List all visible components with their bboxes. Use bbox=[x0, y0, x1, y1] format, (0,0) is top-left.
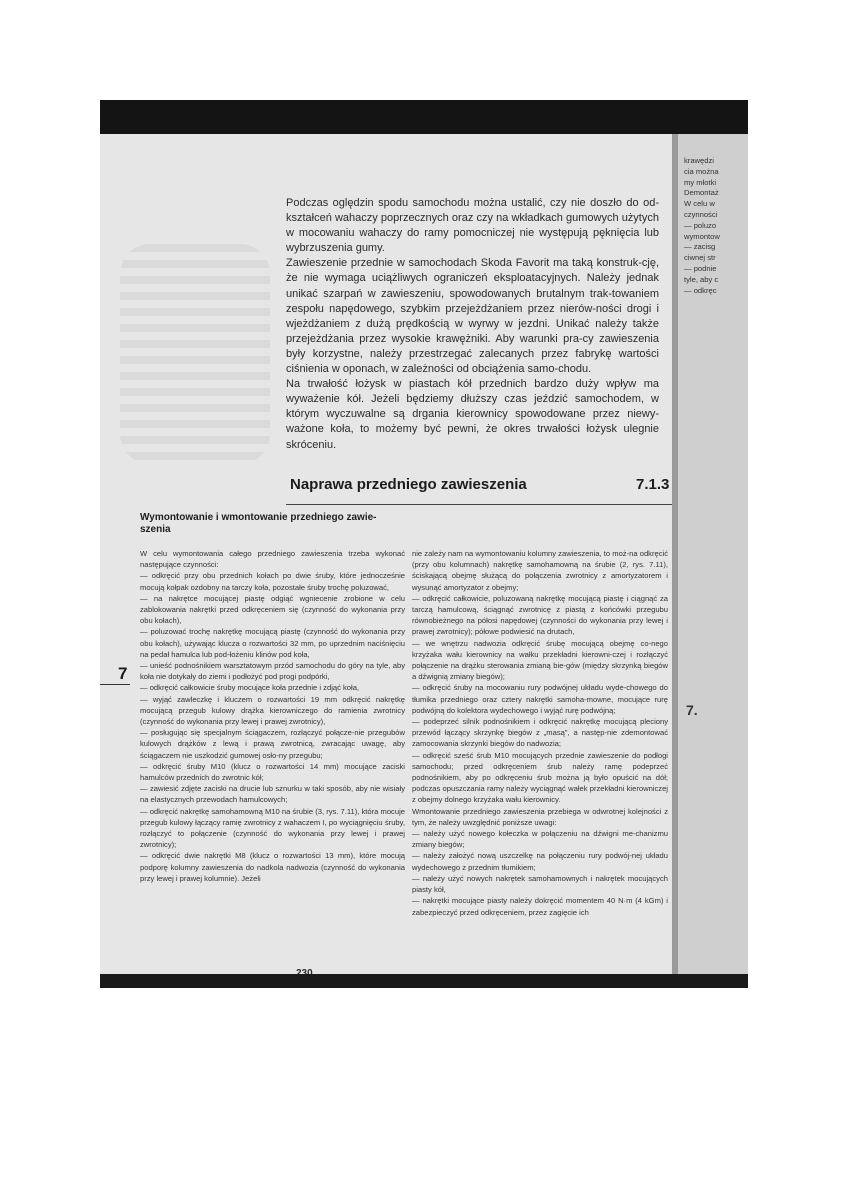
intro-paragraph: Na trwałość łożysk w piastach kół przednich bardzo duży wpływ ma wyważenie kół. Jeżeli będziemy dłuższy czas jeździć samochodem, w którym wyczuwalne są drgania kierownicy spowodowane przez niewy-ważone koła, to możemy być pewni, że okres trwałości łożysk ulegnie skróceniu. bbox=[286, 378, 659, 451]
text-line: my młotki bbox=[684, 177, 717, 187]
text-line: ciwnej str bbox=[684, 253, 716, 263]
text-line: cia można bbox=[684, 166, 719, 176]
right-page-fragment bbox=[678, 134, 748, 974]
paragraph: — należy użyć nowego kołeczka w połączeniu na dźwigni me-chanizmu zmiany biegów; bbox=[412, 829, 668, 850]
text-column-right bbox=[412, 548, 668, 918]
paragraph: — unieść podnośnikiem warsztatowym przód samochodu do góry na tyle, aby koła nie dotykały do ziemi i podłożyć pod progi podpórki, bbox=[140, 661, 405, 682]
paragraph: — odkręcić całkowicie śruby mocujące koła przednie i zdjąć koła, bbox=[140, 683, 360, 693]
paragraph: — należy założyć nową uszczelkę na połączeniu rury podwój-nej układu wydechowego z przednim tłumikiem; bbox=[412, 851, 668, 872]
paragraph: — należy użyć nowych nakrętek samohamownych i nakrętek mocujących piasty kół, bbox=[412, 873, 668, 895]
paragraph: W celu wymontowania całego przedniego zawieszenia trzeba wykonać następujące czynności: bbox=[140, 549, 405, 570]
paragraph: — zawiesić zdjęte zaciski na drucie lub sznurku w taki sposób, aby nie wisiały na elastycznych przewodach hamulcowych; bbox=[140, 784, 405, 805]
paragraph: — we wnętrzu nadwozia odkręcić śrubę mocującą obejmę co-nego krzyżaka wału kierownicy na wałku przekładni kierowni-czej i rozłączyć połączenie na drążku sterowania zmianą bie-gów (między skrzynką biegów a dźwignią zmiany biegów); bbox=[412, 638, 668, 682]
right-page-text bbox=[684, 156, 748, 296]
section-number: 7.1.3 bbox=[636, 476, 670, 493]
paragraph: — odkręcić śruby M10 (klucz o rozwartości 14 mm) mocujące zaciski hamulców przednich do zwrotnic kół; bbox=[140, 761, 405, 783]
text-line: — zacisg bbox=[684, 242, 716, 252]
paragraph: — odkręcić całkowicie, poluzowaną nakrętkę mocującą piastę i ciągnąć za tarczą hamulcową, ściągnąć zwrotnicę z piastą z końcówki przegubu równobieżnego na półosi napędowej (czynności do wykonania przy lewej i prawej zwrotnicy); półowe podwiesić na drutach, bbox=[412, 593, 668, 637]
text-line: tyle, aby c bbox=[684, 274, 719, 284]
paragraph: — podeprzeć silnik podnośnikiem i odkręcić nakrętkę mocującą pleciony przewód łączący skrzynkę biegów z „masą”, a następ-nie zdemontować zamocowania skrzynki biegów do nadwozia; bbox=[412, 717, 668, 749]
paragraph: nie zależy nam na wymontowaniu kolumny zawieszenia, to moż-na odkręcić (przy obu kolumnach) nakrętkę samohamowną na śrubie (2, rys. 7.11), ściskającą obejmę służącą do połączenia zwrotnicy z amortyzatorem i wysunąć amortyzator z obejmy; bbox=[412, 549, 668, 592]
section-rule bbox=[286, 504, 672, 505]
paragraph: — poluzować trochę nakrętkę mocującą piastę (czynność do wykonania przy obu kołach), używając klucza o rozwartości 32 mm, po uprzednim naciśnięciu na pedał hamulca lub pod-łożeniu klinów pod koła, bbox=[140, 627, 405, 659]
text-line: czynności bbox=[684, 209, 718, 219]
text-line: krawędzi bbox=[684, 156, 714, 165]
paragraph: — posługując się specjalnym ściągaczem, rozłączyć połącze-nie przegubów kulowych drążków z lewą i prawą zwrotnicą, zwracając uwagę, aby ściągaczem nie uszkodzić gumowej osło-ny przegubu; bbox=[140, 728, 405, 760]
paragraph: — na nakrętce mocującej piastę odgiąć wgniecenie zrobione w celu zablokowania nakrętki przed odkręceniem się (czynność do wykonania przy obu kołach), bbox=[140, 593, 405, 626]
subsection-title: Wymontowanie i wmontowanie przedniego zawie-szenia bbox=[140, 512, 377, 535]
right-page-section-number: 7. bbox=[686, 702, 698, 718]
paragraph: — odkręcić przy obu przednich kołach po dwie śruby, które jednocześnie mocują kołpak ozdobny na tarczy koła, pozostałe śruby trochę poluzować, bbox=[140, 571, 405, 592]
intro-text bbox=[286, 196, 659, 453]
chapter-marker: 7 bbox=[118, 664, 128, 683]
intro-paragraph: Zawieszenie przednie w samochodach Skoda Favorit ma taką konstruk-cję, że nie wymaga uciążliwych ograniczeń eksploatacyjnych. Należy jednak unikać szarpań w zawieszeniu, spowodowanych brutalnym trak-towaniem zespołu napędowego, szybkim przejeżdżaniem przez nierów-ności drogi i wjeżdżaniem z dużą prędkością w wyrwy w jezdni. Unikać należy także przejeżdżania przez wysokie krawężniki. Aby warunki pra-cy zawieszenia były korzystne, należy przestrzegać zalecanych przez fabrykę wartości ciśnienia w oponach, w zależności od obciążenia samo-chodu. bbox=[286, 257, 659, 376]
paragraph: — odkręcić dwie nakrętki M8 (klucz o rozwartości 13 mm), które mocują podporę kolumny zawieszenia do nadkola nadwozia (czynność do wykonania przy lewej i prawej kolumnie). Jeżeli bbox=[140, 851, 405, 883]
text-line: Demontaż bbox=[684, 188, 719, 198]
bleed-through-illustration bbox=[120, 244, 270, 464]
scan-top-edge bbox=[100, 100, 748, 134]
text-column-left bbox=[140, 548, 405, 884]
paragraph: — odkręcić śruby na mocowaniu rury podwójnej układu wyde-chowego do tłumika przedniego oraz cztery nakrętki samoha-mowne, mocujące rurę podwójną do kolektora wydechowego i wyjąć rurę podwójną; bbox=[412, 683, 668, 715]
text-line: — poluzo bbox=[684, 220, 717, 230]
text-line: wymontow bbox=[684, 231, 720, 241]
scan-bottom-edge bbox=[100, 974, 748, 988]
paragraph: — nakrętki mocujące piasty należy dokręcić momentem 40 N·m (4 kGm) i zabezpieczyć przed odkręceniem, przez zagięcie ich bbox=[412, 896, 668, 917]
paragraph: — wyjąć zawleczkę i kluczem o rozwartości 19 mm odkręcić nakrętkę mocującą przegub kulowy drążka kierowniczego do ramienia zwrotnicy (czynność do wykonania przy lewej i prawej zwrotnicy), bbox=[140, 694, 405, 727]
text-line: — podnie bbox=[684, 263, 717, 273]
paragraph: — odkręcić nakrętkę samohamowną M10 na śrubie (3, rys. 7.11), która mocuje przegub kulowy łączący ramię zwrotnicy z wahaczem I, po wyciągnięciu śruby, rozłączyć to połączenie (czynność do wykonania przy lewej i prawej zwrotnicy); bbox=[140, 806, 405, 850]
text-line: — odkręc bbox=[684, 285, 717, 295]
intro-paragraph: Podczas oględzin spodu samochodu można ustalić, czy nie doszło do od-kształceń wahaczy poprzecznych oraz czy na wkładkach gumowych użytych w mocowaniu wahaczy do ramy pomocniczej nie występują pęknięcia lub wybrzuszenia gumy. bbox=[286, 197, 659, 255]
paragraph: Wmontowanie przedniego zawieszenia przebiega w odwrotnej kolejności z tym, że należy uwzględnić poniższe uwagi: bbox=[412, 806, 668, 827]
left-page bbox=[100, 134, 678, 974]
chapter-marker-line bbox=[100, 684, 130, 685]
text-line: W celu w bbox=[684, 199, 715, 209]
scanned-book-spread bbox=[100, 100, 748, 988]
paragraph: — odkręcić sześć śrub M10 mocujących przednie zawieszenie do podłogi samochodu; przed odkręceniem śrub należy ramę podeprzeć podnośnikiem, aby po odkręceniu śrub można ją było opuścić na dół; podczas opuszczania ramy należy wyciągnąć wałek przekładni kierowniczej z obejmy dolnego krzyżaka wału kierownicy. bbox=[412, 750, 668, 805]
section-title: Naprawa przedniego zawieszenia bbox=[290, 476, 527, 493]
